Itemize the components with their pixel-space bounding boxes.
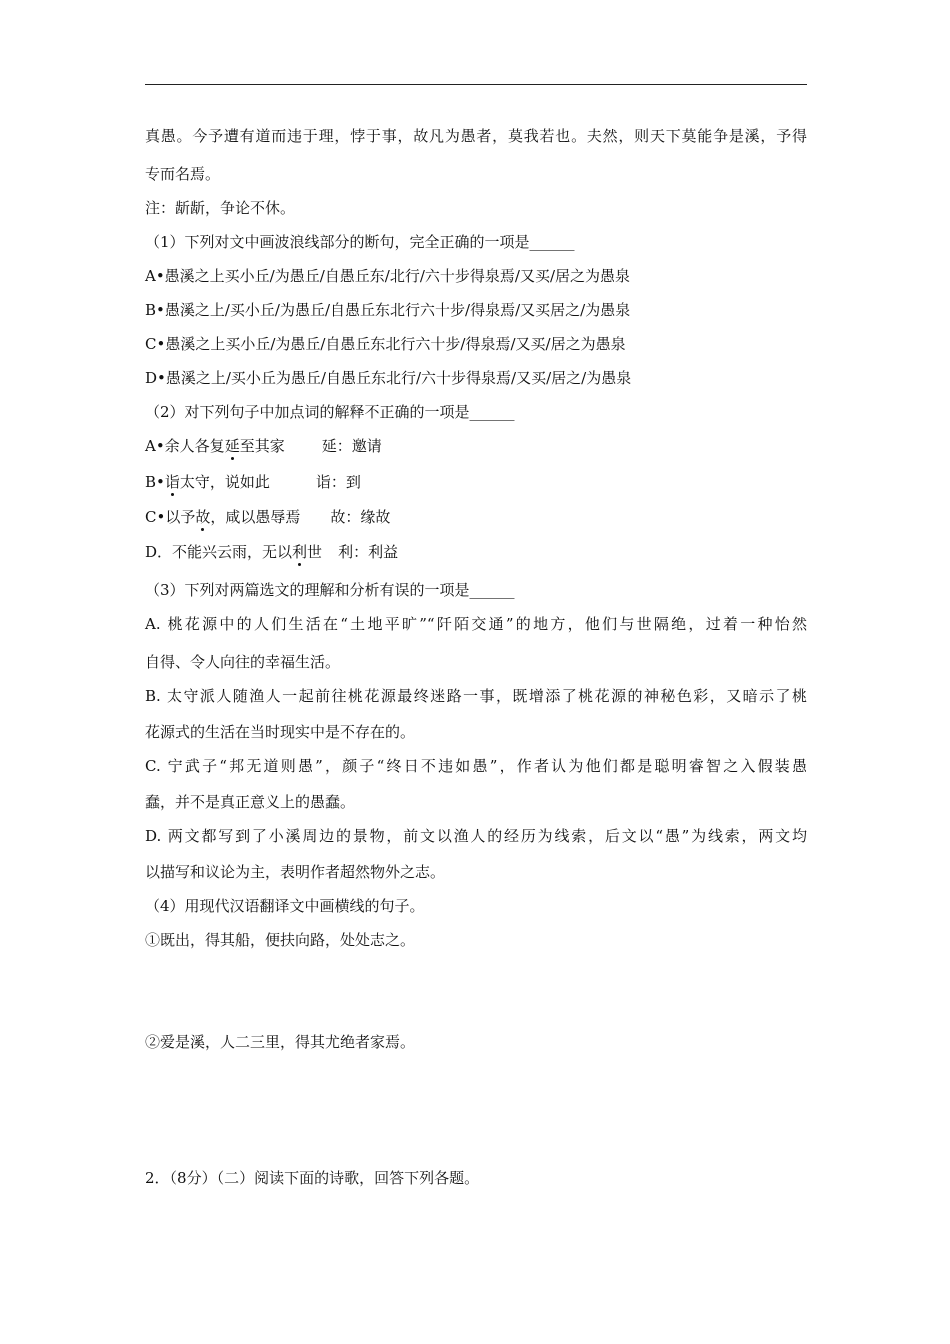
q2-d-text-before: D．不能兴云雨，无以 xyxy=(145,543,293,561)
q2-a-text-after: 至其家 xyxy=(239,437,285,455)
q1-option-d: D•愚溪之上/买小丘为愚丘/自愚丘东北行/六十步得泉焉/又买/居之/为愚泉 xyxy=(145,369,632,387)
q3-stem: （3）下列对两篇选文的理解和分析有误的一项是______ xyxy=(145,581,515,599)
q2-c-text-after: ，咸以愚辱焉 xyxy=(210,508,301,526)
header-rule xyxy=(145,84,807,85)
question-2-heading: 2．（8分）（二）阅读下面的诗歌，回答下列各题。 xyxy=(145,1169,480,1187)
passage-note: 注：龂龂，争论不休。 xyxy=(145,199,296,217)
passage-line-1: 真愚。今予遭有道而违于理，悖于事，故凡为愚者，莫我若也。夫然，则天下莫能争是溪，予得 xyxy=(145,127,807,145)
q3-option-c-line-2: 蠢，并不是真正意义上的愚蠢。 xyxy=(145,793,356,811)
q1-option-a: A•愚溪之上买小丘/为愚丘/自愚丘东/北行/六十步得泉焉/又买/居之为愚泉 xyxy=(145,267,631,285)
q4-sentence-2: ②爱是溪，人二三里，得其尤绝者家焉。 xyxy=(145,1033,416,1051)
q1-option-c: C•愚溪之上买小丘/为愚丘/自愚丘东北行六十步/得泉焉/又买/居之为愚泉 xyxy=(145,335,626,353)
q2-d-dotted-word: 利 xyxy=(292,543,308,561)
q2-b-text-before: B• xyxy=(145,473,165,491)
q2-b-gloss: 诣：到 xyxy=(315,473,361,491)
q3-option-a-line-2: 自得、令人向往的幸福生活。 xyxy=(145,653,341,671)
q2-option-a xyxy=(145,436,807,456)
passage-line-2: 专而名焉。 xyxy=(145,165,221,183)
q2-b-dotted-word: 诣 xyxy=(164,473,180,491)
q2-c-dotted-word: 故 xyxy=(195,508,211,526)
q1-stem: （1）下列对文中画波浪线部分的断句，完全正确的一项是______ xyxy=(145,233,575,251)
q2-d-text-after: 世 xyxy=(307,543,323,561)
q3-option-c-line-1: C. 宁武子“邦无道则愚”，颜子“终日不违如愚”，作者认为他们都是聪明睿智之入假装愚 xyxy=(145,757,807,775)
q2-a-text-before: A•余人各复 xyxy=(145,437,225,455)
q2-c-gloss: 故：缘故 xyxy=(330,508,391,526)
q2-c-text-before: C•以予 xyxy=(145,508,196,526)
q4-stem: （4）用现代汉语翻译文中画横线的句子。 xyxy=(145,897,425,915)
q1-option-b: B•愚溪之上/买小丘/为愚丘/自愚丘东北行六十步/得泉焉/又买居之/为愚泉 xyxy=(145,301,631,319)
q3-option-b-line-2: 花源式的生活在当时现实中是不存在的。 xyxy=(145,723,416,741)
q2-option-b xyxy=(145,472,807,492)
q3-option-d-line-2: 以描写和议论为主，表明作者超然物外之志。 xyxy=(145,863,446,881)
q3-option-d-line-1: D. 两文都写到了小溪周边的景物，前文以渔人的经历为线索，后文以“愚”为线索，两文均 xyxy=(145,827,807,845)
q2-a-gloss: 延：邀请 xyxy=(321,437,382,455)
q2-option-d xyxy=(145,542,807,562)
q2-b-text-after: 太守，说如此 xyxy=(179,473,270,491)
q2-stem: （2）对下列句子中加点词的解释不正确的一项是______ xyxy=(145,403,515,421)
q2-option-c xyxy=(145,507,807,527)
q4-sentence-1: ①既出，得其船，便扶向路，处处志之。 xyxy=(145,931,416,949)
q2-d-gloss: 利：利益 xyxy=(338,543,399,561)
q2-a-dotted-word: 延 xyxy=(224,437,240,455)
q3-option-a-line-1: A. 桃花源中的人们生活在“土地平旷”“阡陌交通”的地方，他们与世隔绝，过着一种怡然 xyxy=(145,615,807,633)
q3-option-b-line-1: B. 太守派人随渔人一起前往桃花源最终迷路一事，既增添了桃花源的神秘色彩，又暗示了桃 xyxy=(145,687,807,705)
